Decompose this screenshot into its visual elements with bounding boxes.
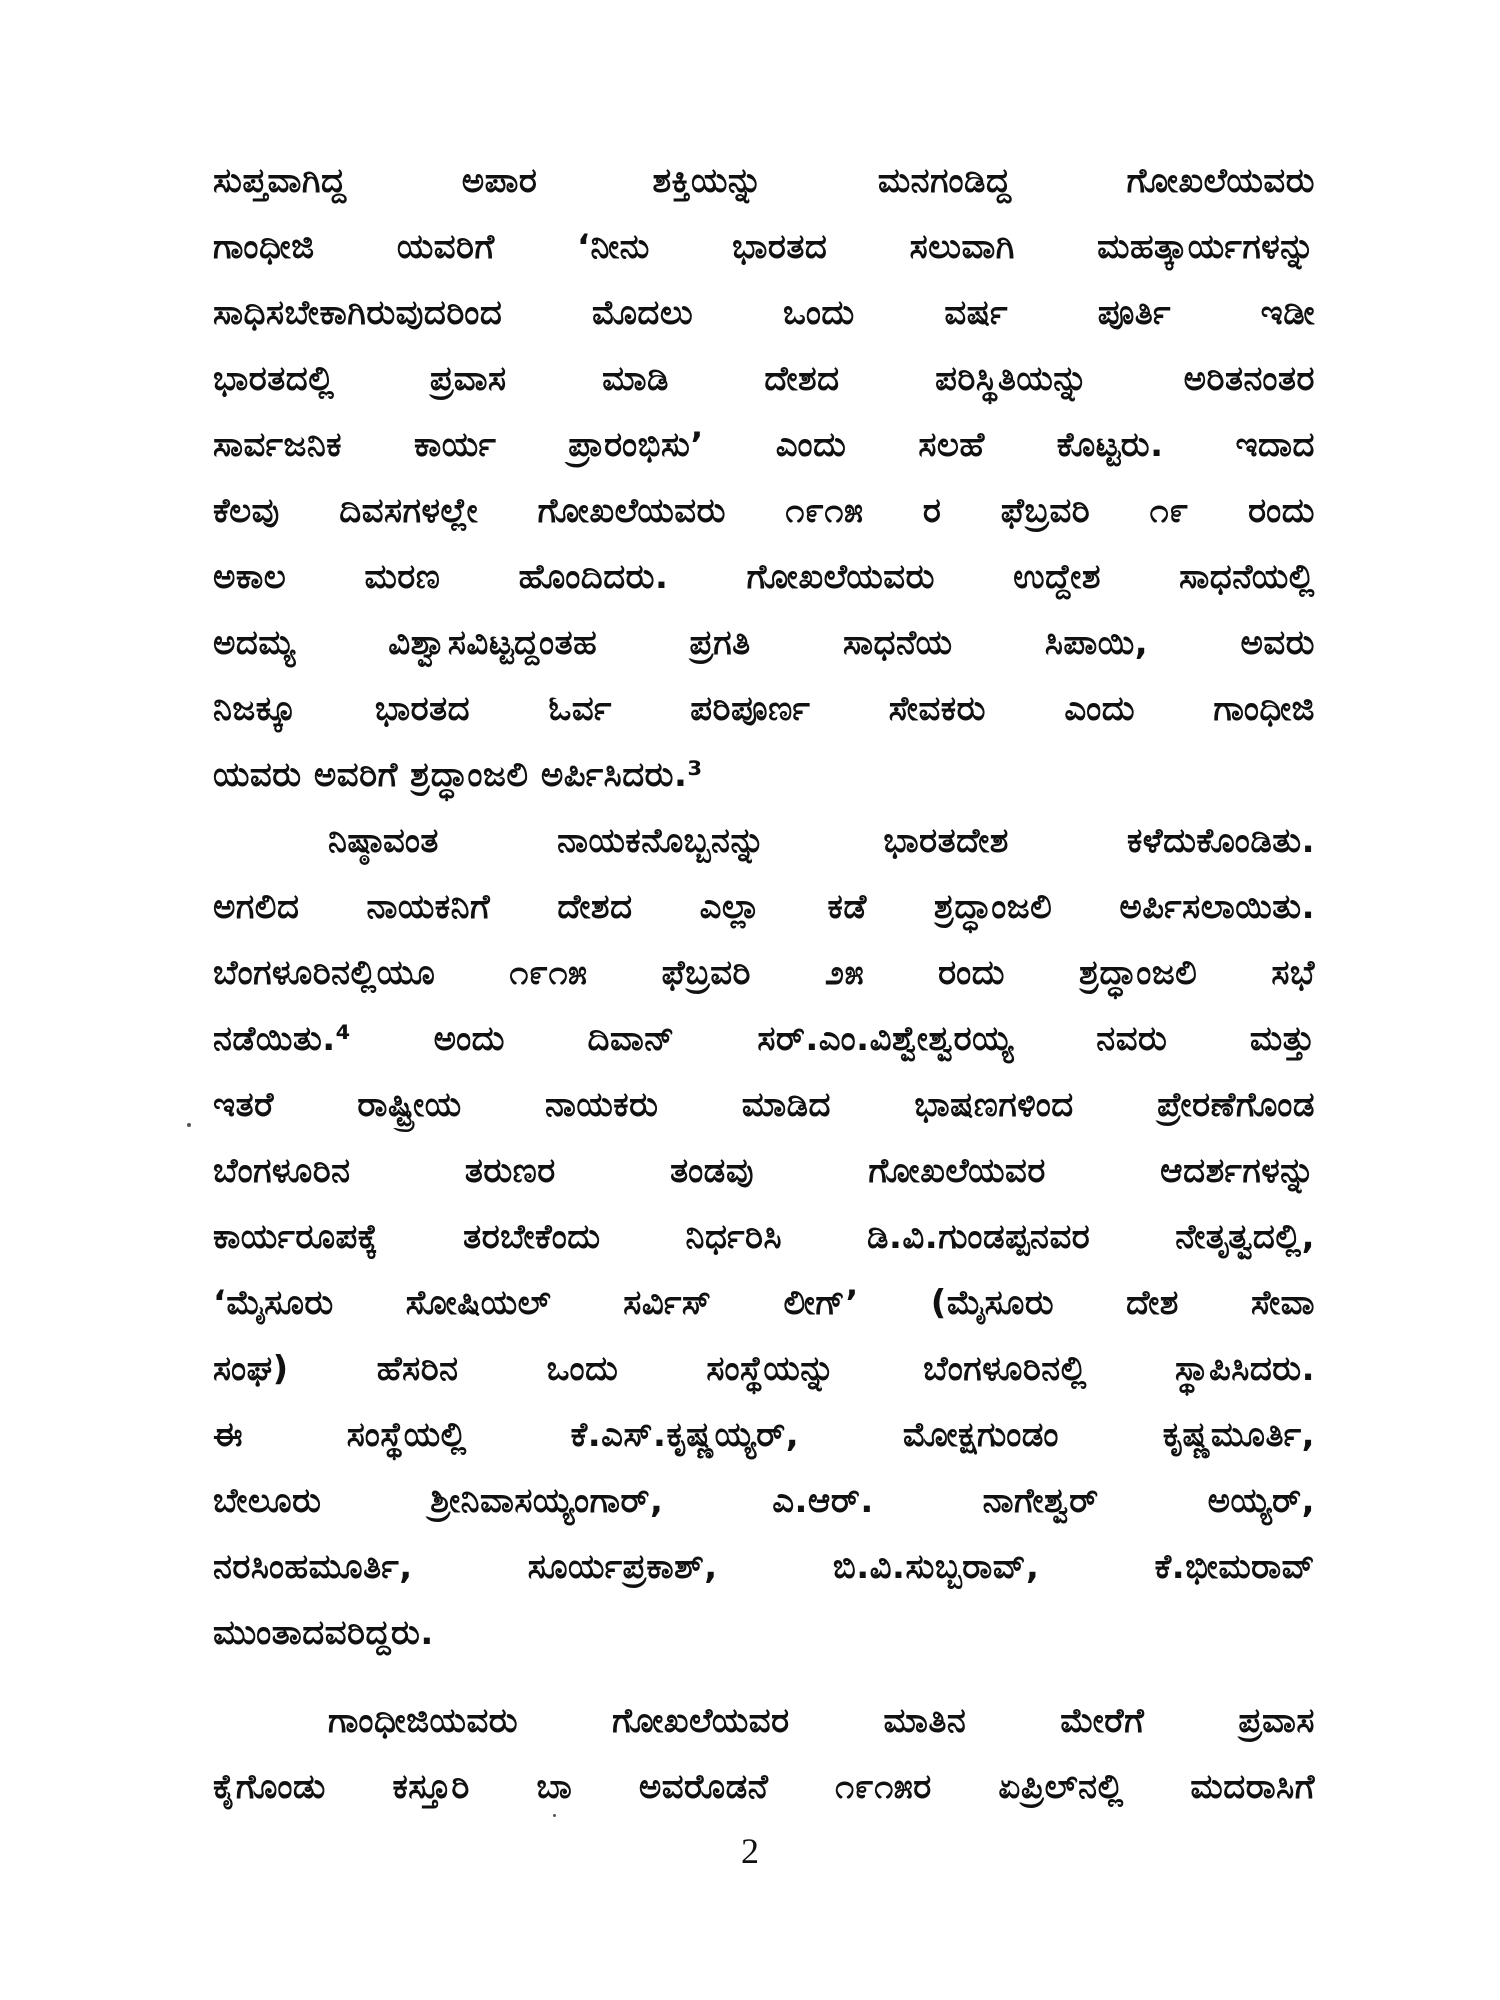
paragraph-1-line-5: ಸಾರ್ವಜನಿಕ ಕಾರ್ಯ ಪ್ರಾರಂಭಿಸು’ ಎಂದು ಸಲಹೆ ಕೊಟ್ಟರು. ಇದಾದ [213,425,1315,465]
paragraph-2-line-6: ಬೆಂಗಳೂರಿನ ತರುಣರ ತಂಡವು ಗೋಖಲೆಯವರ ಆದರ್ಶಗಳನ್ನು [213,1151,1315,1191]
paragraph-1-line-6: ಕೆಲವು ದಿವಸಗಳಲ್ಲೇ ಗೋಖಲೆಯವರು ೧೯೧೫ ರ ಫೆಬ್ರವರಿ ೧೯ ರಂದು [213,491,1315,531]
paragraph-1-line-7: ಅಕಾಲ ಮರಣ ಹೊಂದಿದರು. ಗೋಖಲೆಯವರು ಉದ್ದೇಶ ಸಾಧನೆಯಲ್ಲಿ [213,557,1315,597]
paragraph-2-line-1: ನಿಷ್ಠಾವಂತ ನಾಯಕನೊಬ್ಬನನ್ನು ಭಾರತದೇಶ ಕಳೆದುಕೊಂಡಿತು. [328,821,1315,861]
paragraph-2-line-7: ಕಾರ್ಯರೂಪಕ್ಕೆ ತರಬೇಕೆಂದು ನಿರ್ಧರಿಸಿ ಡಿ.ವಿ.ಗುಂಡಪ್ಪನವರ ನೇತೃತ್ವದಲ್ಲಿ, [213,1217,1315,1257]
page-number: 2 [741,1831,759,1871]
paragraph-2-line-2: ಅಗಲಿದ ನಾಯಕನಿಗೆ ದೇಶದ ಎಲ್ಲಾ ಕಡೆ ಶ್ರದ್ಧಾಂಜಲಿ ಅರ್ಪಿಸಲಾಯಿತು. [213,887,1315,927]
scan-speck [553,1814,556,1817]
paragraph-3-line-1: ಗಾಂಧೀಜಿಯವರು ಗೋಖಲೆಯವರ ಮಾತಿನ ಮೇರೆಗೆ ಪ್ರವಾಸ [328,1701,1315,1741]
paragraph-2-line-4: ನಡೆಯಿತು.⁴ ಅಂದು ದಿವಾನ್ ಸರ್.ಎಂ.ವಿಶ್ವೇಶ್ವರಯ್ಯ ನವರು ಮತ್ತು [213,1019,1315,1059]
paragraph-1-line-9: ನಿಜಕ್ಕೂ ಭಾರತದ ಓರ್ವ ಪರಿಪೂರ್ಣ ಸೇವಕರು ಎಂದು ಗಾಂಧೀಜಿ [213,689,1315,729]
paragraph-2-line-9: ಸಂಘ) ಹೆಸರಿನ ಒಂದು ಸಂಸ್ಥೆಯನ್ನು ಬೆಂಗಳೂರಿನಲ್ಲಿ ಸ್ಥಾಪಿಸಿದರು. [213,1349,1315,1389]
paragraph-1-line-1: ಸುಪ್ತವಾಗಿದ್ದ ಅಪಾರ ಶಕ್ತಿಯನ್ನು ಮನಗಂಡಿದ್ದ ಗೋಖಲೆಯವರು [213,161,1315,201]
paragraph-1-line-2: ಗಾಂಧೀಜಿ ಯವರಿಗೆ ‘ನೀನು ಭಾರತದ ಸಲುವಾಗಿ ಮಹತ್ಕಾರ್ಯಗಳನ್ನು [213,227,1315,267]
paragraph-2-line-10: ಈ ಸಂಸ್ಥೆಯಲ್ಲಿ ಕೆ.ಎಸ್.ಕೃಷ್ಣಯ್ಯರ್, ಮೋಕ್ಷಗುಂಡಂ ಕೃಷ್ಣಮೂರ್ತಿ, [213,1415,1315,1455]
paragraph-2-line-5: ಇತರೆ ರಾಷ್ಟ್ರೀಯ ನಾಯಕರು ಮಾಡಿದ ಭಾಷಣಗಳಿಂದ ಪ್ರೇರಣೆಗೊಂಡ [213,1085,1315,1125]
paragraph-2-line-8: ‘ಮೈಸೂರು ಸೋಷಿಯಲ್ ಸರ್ವಿಸ್ ಲೀಗ್’ (ಮೈಸೂರು ದೇಶ ಸೇವಾ [213,1283,1315,1323]
paragraph-1-line-3: ಸಾಧಿಸಬೇಕಾಗಿರುವುದರಿಂದ ಮೊದಲು ಒಂದು ವರ್ಷ ಪೂರ್ತಿ ಇಡೀ [213,293,1315,333]
paragraph-1-line-4: ಭಾರತದಲ್ಲಿ ಪ್ರವಾಸ ಮಾಡಿ ದೇಶದ ಪರಿಸ್ಥಿತಿಯನ್ನು ಅರಿತನಂತರ [213,359,1315,399]
paragraph-2-line-12: ನರಸಿಂಹಮೂರ್ತಿ, ಸೂರ್ಯಪ್ರಕಾಶ್, ಬಿ.ವಿ.ಸುಬ್ಬರಾವ್, ಕೆ.ಭೀಮರಾವ್ [213,1547,1315,1587]
scan-speck [187,1123,191,1127]
paragraph-2-line-3: ಬೆಂಗಳೂರಿನಲ್ಲಿಯೂ ೧೯೧೫ ಫೆಬ್ರವರಿ ೨೫ ರಂದು ಶ್ರದ್ಧಾಂಜಲಿ ಸಭೆ [213,953,1315,993]
paragraph-1-line-8: ಅದಮ್ಯ ವಿಶ್ವಾಸವಿಟ್ಟದ್ದಂತಹ ಪ್ರಗತಿ ಸಾಧನೆಯ ಸಿಪಾಯಿ, ಅವರು [213,623,1315,663]
paragraph-1-line-10: ಯವರು ಅವರಿಗೆ ಶ್ರದ್ಧಾಂಜಲಿ ಅರ್ಪಿಸಿದರು.³ [213,755,703,795]
paragraph-2-line-11: ಬೇಲೂರು ಶ್ರೀನಿವಾಸಯ್ಯಂಗಾರ್, ಎ.ಆರ್. ನಾಗೇಶ್ವರ್ ಅಯ್ಯರ್, [213,1481,1315,1521]
paragraph-2-line-13: ಮುಂತಾದವರಿದ್ದರು. [213,1613,434,1653]
paragraph-3-line-2: ಕೈಗೊಂಡು ಕಸ್ತೂರಿ ಬಾ ಅವರೊಡನೆ ೧೯೧೫ರ ಏಪ್ರಿಲ್‌ನಲ್ಲಿ ಮದರಾಸಿಗೆ [213,1767,1315,1807]
